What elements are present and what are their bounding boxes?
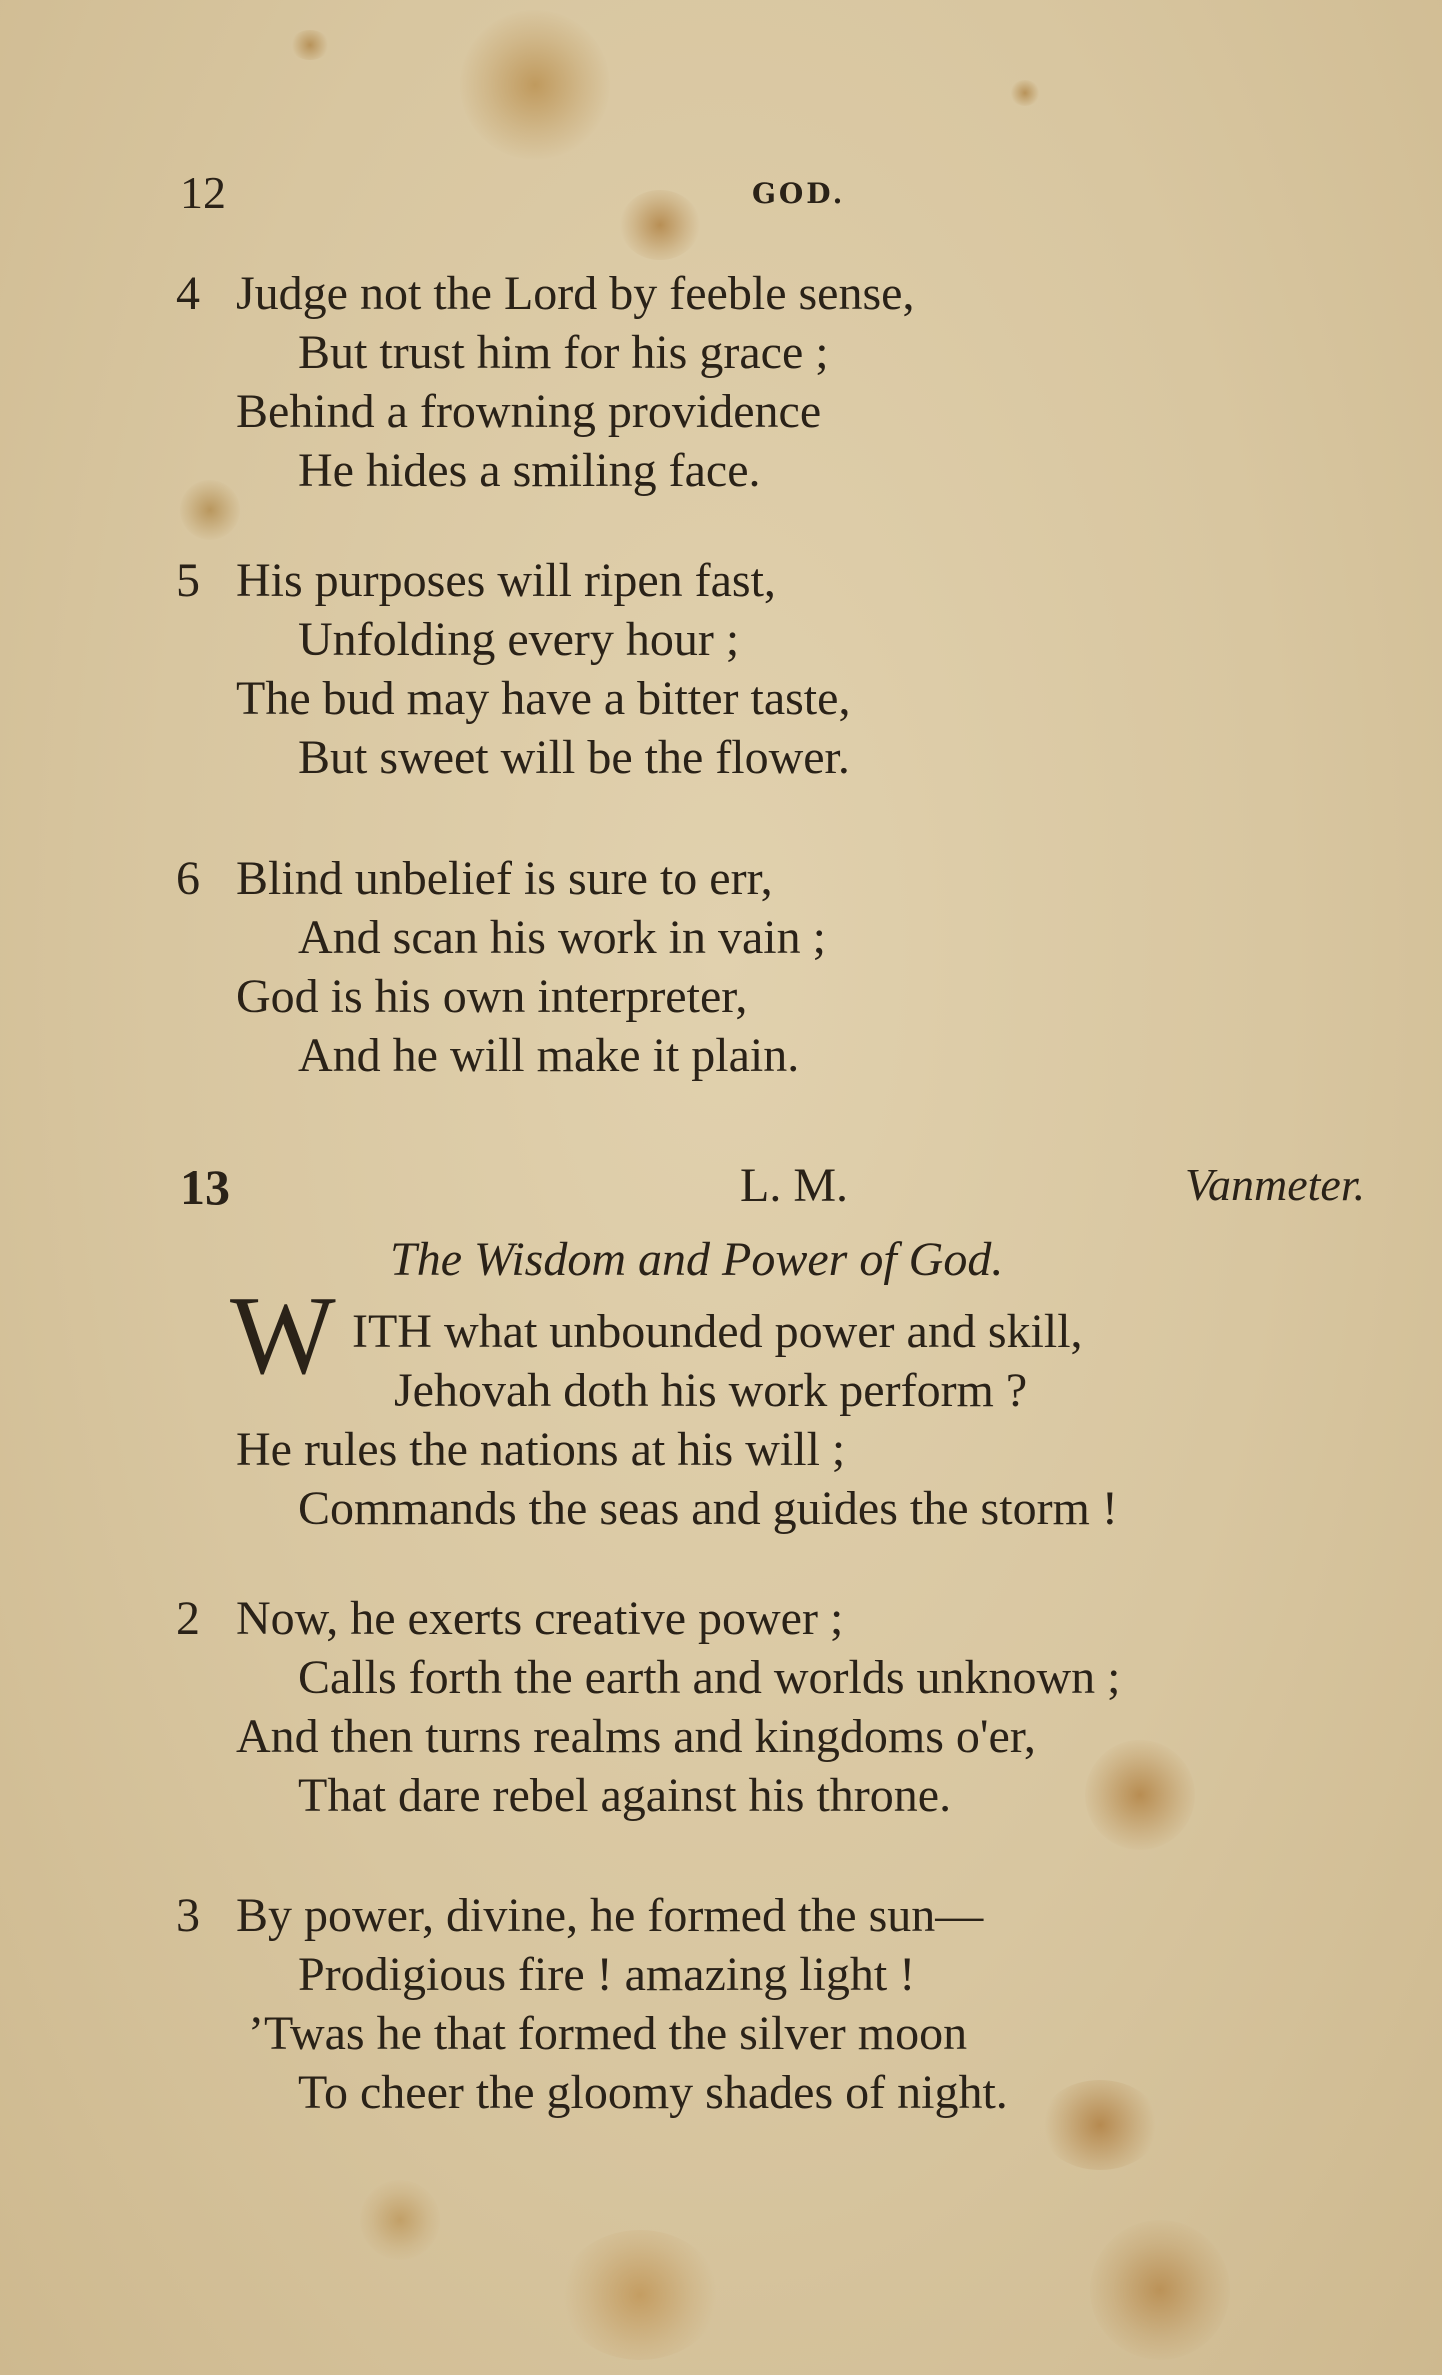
verse-line: And scan his work in vain ;: [298, 911, 826, 964]
verse-line: To cheer the gloomy shades of night.: [298, 2066, 1008, 2119]
stanza-number: 4: [176, 267, 200, 320]
stain-mark: [1085, 1740, 1195, 1850]
stain-mark: [1090, 2220, 1230, 2360]
verse-line: Behind a frowning providence: [236, 385, 822, 438]
stain-mark: [620, 190, 700, 260]
verse-line: And he will make it plain.: [298, 1029, 800, 1082]
stain-mark: [180, 480, 240, 540]
stanza-number: 6: [176, 852, 200, 905]
verse-line: He rules the nations at his will ;: [236, 1423, 846, 1476]
hymn-number: 13: [180, 1159, 230, 1215]
verse-line: Jehovah doth his work perform ?: [394, 1364, 1028, 1417]
verse-line: Now, he exerts creative power ;: [236, 1592, 844, 1645]
stain-mark: [360, 2180, 440, 2260]
verse-line: Commands the seas and guides the storm !: [298, 1482, 1118, 1535]
verse-line: Calls forth the earth and worlds unknown ;: [298, 1651, 1121, 1704]
verse-line: God is his own interpreter,: [236, 970, 748, 1023]
stanza-number: 2: [176, 1592, 200, 1645]
verse-line: And then turns realms and kingdoms o'er,: [236, 1710, 1036, 1763]
verse-line: But sweet will be the flower.: [298, 731, 850, 784]
stain-mark: [1010, 80, 1040, 106]
verse-line: Judge not the Lord by feeble sense,: [236, 267, 915, 320]
tune-name: Vanmeter.: [1185, 1159, 1366, 1210]
verse-line: Prodigious fire ! amazing light !: [298, 1948, 916, 2001]
verse-line: Unfolding every hour ;: [298, 613, 740, 666]
verse-line: His purposes will ripen fast,: [236, 554, 776, 607]
drop-cap: W: [230, 1274, 336, 1398]
verse-line: Blind unbelief is sure to err,: [236, 852, 773, 905]
stain-mark: [290, 30, 330, 60]
hymn-title: The Wisdom and Power of God.: [390, 1233, 1004, 1286]
verse-line: The bud may have a bitter taste,: [236, 672, 851, 725]
verse-line: ’Twas he that formed the silver moon: [248, 2007, 968, 2060]
stanza-number: 3: [176, 1889, 200, 1942]
stanza-number: 5: [176, 554, 200, 607]
stain-mark: [560, 2230, 720, 2360]
page-number: 12: [180, 167, 226, 218]
verse-line: But trust him for his grace ;: [298, 326, 829, 379]
hymn-meter: L. M.: [740, 1159, 848, 1212]
verse-line: ITH what unbounded power and skill,: [352, 1305, 1083, 1358]
running-title: GOD.: [752, 177, 846, 210]
stain-mark: [460, 10, 610, 160]
verse-line: By power, divine, he formed the sun—: [236, 1889, 984, 1942]
verse-line: That dare rebel against his throne.: [298, 1769, 952, 1822]
verse-line: He hides a smiling face.: [298, 444, 761, 497]
stain-mark: [1040, 2080, 1160, 2170]
